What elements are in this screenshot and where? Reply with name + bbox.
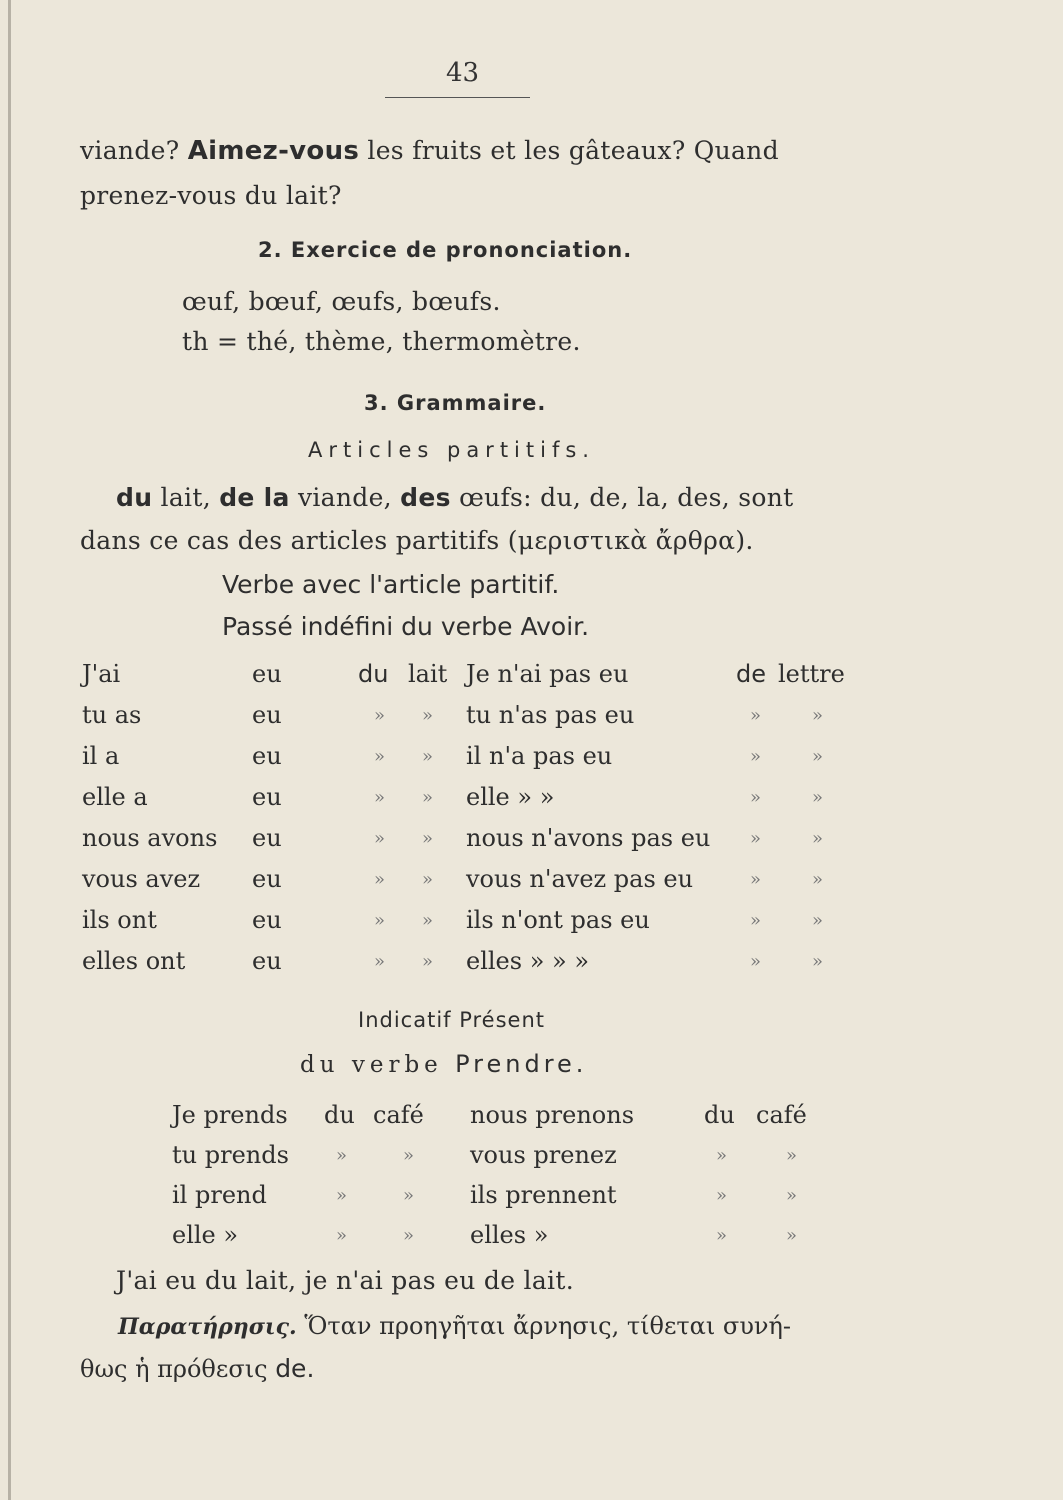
avoir-cell-subj: ils ont — [82, 906, 157, 934]
avoir-cell-pp: eu — [252, 701, 282, 729]
verb-heading-2: Passé indéfini du verbe Avoir. — [222, 612, 590, 641]
articles-subtitle: Articles partitifs. — [308, 438, 595, 462]
du-verbe: du verbe — [300, 1052, 443, 1078]
avoir-cell-subj: elle a — [82, 783, 148, 811]
avoir-cell-subj: il a — [82, 742, 120, 770]
page-edge — [8, 0, 11, 1500]
present-subheading — [300, 1050, 587, 1078]
prendre-cell-e: » — [716, 1145, 728, 1166]
avoir-cell-obj2: » — [422, 746, 434, 767]
avoir-cell-obj2: » — [422, 705, 434, 726]
avoir-cell-obj1: du — [358, 660, 389, 688]
avoir-cell-subj: tu as — [82, 701, 142, 729]
intro-line-2: prenez-vous du lait? — [80, 181, 342, 210]
avoir-cell-r2: » — [812, 910, 824, 931]
viande-word: viande, — [297, 483, 392, 512]
avoir-cell-pp: eu — [252, 660, 282, 688]
avoir-cell-r1: » — [750, 869, 762, 890]
avoir-cell-neg: ils n'ont pas eu — [466, 906, 650, 934]
avoir-cell-obj2: lait — [408, 660, 448, 688]
avoir-cell-subj: elles ont — [82, 947, 186, 975]
avoir-cell-neg: elles » » » — [466, 947, 590, 975]
prendre-cell-c: café — [373, 1101, 424, 1129]
intro-rest: les fruits et les gâteaux? Quand — [367, 136, 779, 165]
avoir-cell-obj1: » — [374, 869, 386, 890]
avoir-cell-subj: J'ai — [82, 660, 121, 688]
prendre-cell-b: » — [336, 1225, 348, 1246]
prendre-cell-c: » — [403, 1145, 415, 1166]
avoir-cell-neg: vous n'avez pas eu — [466, 865, 694, 893]
prendre-cell-a: elle » — [172, 1221, 239, 1249]
prendre-cell-d: vous prenez — [470, 1141, 617, 1169]
verb-heading-1: Verbe avec l'article partitif. — [222, 570, 560, 599]
prendre-cell-e: » — [716, 1225, 728, 1246]
avoir-cell-subj: vous avez — [82, 865, 201, 893]
prendre-cell-b: » — [336, 1145, 348, 1166]
section-3-heading: 3. Grammaire. — [364, 391, 547, 415]
avoir-cell-r1: » — [750, 951, 762, 972]
intro-line-1 — [80, 136, 779, 166]
note-line-2 — [80, 1354, 314, 1383]
avoir-cell-r2: lettre — [778, 660, 845, 688]
avoir-cell-pp: eu — [252, 742, 282, 770]
prendre-cell-a: il prend — [172, 1181, 267, 1209]
prendre-cell-d: ils prennent — [470, 1181, 617, 1209]
avoir-cell-pp: eu — [252, 824, 282, 852]
avoir-cell-obj2: » — [422, 951, 434, 972]
oeufs-rest: œufs: du, de, la, des, sont — [459, 483, 794, 512]
example-sentence: J'ai eu du lait, je n'ai pas eu de lait. — [116, 1266, 574, 1295]
prendre-cell-b: du — [324, 1101, 355, 1129]
avoir-cell-obj2: » — [422, 910, 434, 931]
prendre-cell-a: tu prends — [172, 1141, 289, 1169]
avoir-cell-pp: eu — [252, 947, 282, 975]
prendre-cell-f: café — [756, 1101, 807, 1129]
avoir-cell-r2: » — [812, 705, 824, 726]
prendre-cell-c: » — [403, 1225, 415, 1246]
avoir-cell-obj1: » — [374, 787, 386, 808]
prendre-cell-f: » — [786, 1185, 798, 1206]
avoir-cell-neg: il n'a pas eu — [466, 742, 613, 770]
avoir-cell-r2: » — [812, 869, 824, 890]
avoir-cell-obj1: » — [374, 746, 386, 767]
prendre-cell-d: elles » — [470, 1221, 549, 1249]
avoir-cell-r1: de — [736, 660, 766, 688]
du-bold: du — [116, 483, 153, 512]
intro-word-viande: viande? — [80, 136, 180, 165]
avoir-cell-r1: » — [750, 910, 762, 931]
page-number: 43 — [446, 58, 480, 88]
prendre-cell-f: » — [786, 1145, 798, 1166]
des-bold: des — [400, 483, 451, 512]
intro-aimez-vous: Aimez-vous — [187, 136, 360, 166]
avoir-cell-r1: » — [750, 828, 762, 849]
avoir-cell-r2: » — [812, 746, 824, 767]
prendre-word: Prendre. — [455, 1050, 588, 1078]
note-label: Παρατήρησις. — [118, 1314, 297, 1340]
avoir-cell-neg: tu n'as pas eu — [466, 701, 635, 729]
prendre-cell-d: nous prenons — [470, 1101, 635, 1129]
avoir-cell-neg: elle » » — [466, 783, 555, 811]
avoir-cell-obj1: » — [374, 910, 386, 931]
avoir-cell-r2: » — [812, 951, 824, 972]
present-heading: Indicatif Présent — [358, 1008, 546, 1032]
prendre-cell-c: » — [403, 1185, 415, 1206]
avoir-cell-r2: » — [812, 828, 824, 849]
avoir-cell-pp: eu — [252, 906, 282, 934]
avoir-cell-neg: Je n'ai pas eu — [466, 660, 629, 688]
avoir-cell-pp: eu — [252, 783, 282, 811]
prendre-cell-e: » — [716, 1185, 728, 1206]
avoir-cell-r1: » — [750, 787, 762, 808]
avoir-cell-r1: » — [750, 705, 762, 726]
note-line-1 — [118, 1312, 791, 1340]
prendre-cell-a: Je prends — [172, 1101, 288, 1129]
de-la-bold: de la — [219, 483, 290, 512]
avoir-cell-obj2: » — [422, 828, 434, 849]
section-2-heading: 2. Exercice de prononciation. — [258, 238, 633, 262]
avoir-cell-obj1: » — [374, 828, 386, 849]
prendre-cell-b: » — [336, 1185, 348, 1206]
prendre-cell-e: du — [704, 1101, 735, 1129]
prendre-cell-f: » — [786, 1225, 798, 1246]
articles-paragraph-line-2: dans ce cas des articles partitifs (μεριστικὰ ἄρθρα). — [80, 526, 754, 555]
avoir-cell-obj2: » — [422, 787, 434, 808]
lait-word: lait, — [160, 483, 211, 512]
avoir-cell-pp: eu — [252, 865, 282, 893]
de-word: de. — [275, 1354, 315, 1383]
avoir-cell-r2: » — [812, 787, 824, 808]
avoir-cell-obj2: » — [422, 869, 434, 890]
avoir-cell-obj1: » — [374, 705, 386, 726]
header-rule — [385, 97, 530, 98]
avoir-cell-neg: nous n'avons pas eu — [466, 824, 711, 852]
pronunciation-line-1: œuf, bœuf, œufs, bœufs. — [182, 287, 501, 316]
pronunciation-line-2: th = thé, thème, thermomètre. — [182, 327, 581, 356]
note-text-1: Ὅταν προηγῆται ἄρνησις, τίθεται συνή- — [304, 1312, 791, 1340]
avoir-cell-obj1: » — [374, 951, 386, 972]
note-text-2: θως ἡ πρόθεσις — [80, 1355, 268, 1383]
avoir-cell-subj: nous avons — [82, 824, 218, 852]
articles-paragraph-line-1 — [116, 483, 793, 512]
avoir-cell-r1: » — [750, 746, 762, 767]
